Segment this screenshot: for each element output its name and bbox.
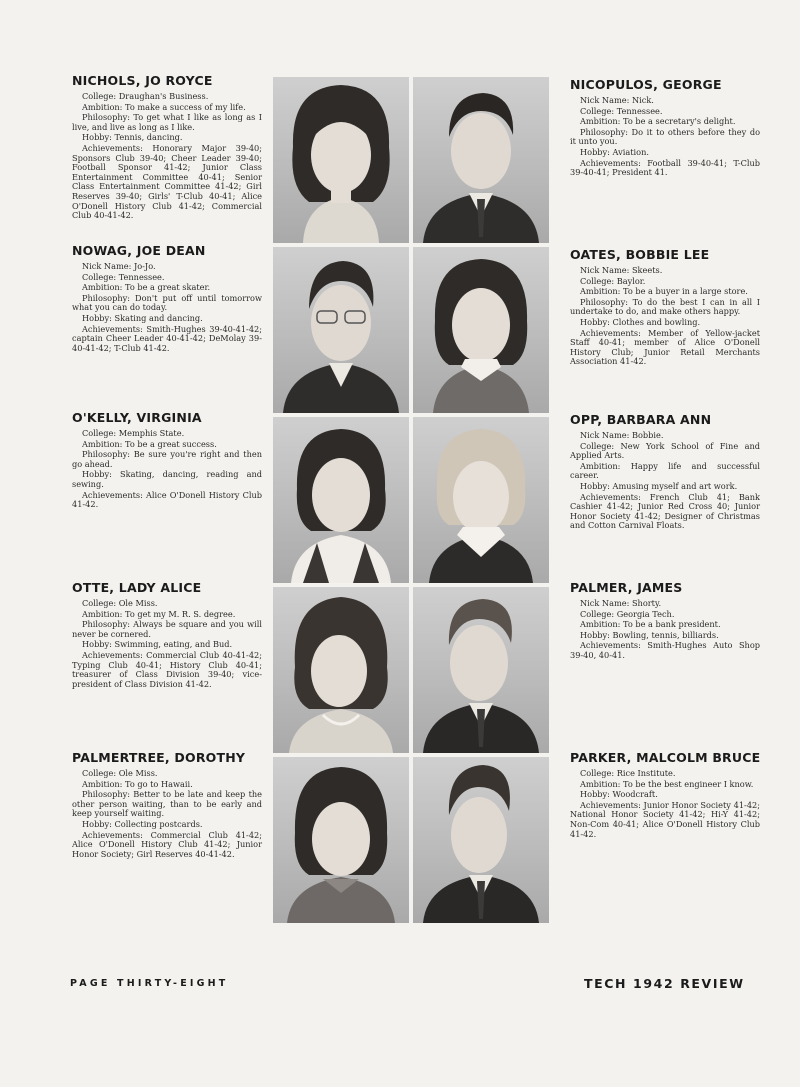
entry-line: College: Ole Miss. <box>82 768 158 778</box>
student-entry <box>570 412 760 532</box>
entry-line: Hobby: Clothes and bowling. <box>580 316 701 327</box>
entry-line: College: Draughan's Business. <box>82 91 209 101</box>
student-portrait <box>273 757 409 923</box>
entry-line: Hobby: Swimming, eating, and Bud. <box>82 639 233 650</box>
entry-line: College: Memphis State. <box>82 428 185 438</box>
entry-line: Ambition: To be a great success. <box>82 438 217 449</box>
entry-line: Nick Name: Nick. <box>580 95 654 105</box>
student-portrait <box>273 77 409 243</box>
entry-line: College: Tennessee. <box>580 105 663 116</box>
entry-line: Achievements: Alice O'Donell History Club 41-42. <box>72 489 262 510</box>
student-portrait <box>413 247 549 413</box>
portrait-grid <box>273 77 553 921</box>
entry-line: College: Tennessee. <box>82 271 165 282</box>
student-name: PARKER, MALCOLM BRUCE <box>570 750 761 765</box>
entry-line: Achievements: French Club 41; Bank Cashier 41-42; Junior Red Cross 40; Junior Honor Society 41-42; Designer of Christmas and Cotton Carnival Floats. <box>570 491 760 531</box>
entry-line: Philosophy: To get what I like as long as I live, and live as long as I like. <box>72 112 262 132</box>
entry-line: Philosophy: Be sure you're right and then go ahead. <box>72 449 262 469</box>
entry-line: Ambition: To be a secretary's delight. <box>580 116 736 127</box>
student-name: NICOPULOS, GEORGE <box>570 77 722 92</box>
entry-line: Achievements: Smith-Hughes 39-40-41-42; captain Cheer Leader 40-41-42; DeMolay 39-40-41-42; T-Club 41-42. <box>72 323 262 353</box>
student-name: OTTE, LADY ALICE <box>72 580 202 595</box>
publication-title: TECH 1942 REVIEW <box>584 976 745 991</box>
entry-line: Hobby: Skating and dancing. <box>82 312 203 323</box>
entry-line: Ambition: To be a buyer in a large store. <box>580 286 748 297</box>
student-entry <box>72 750 262 860</box>
student-entry <box>72 580 262 690</box>
entry-line: Hobby: Collecting postcards. <box>82 818 203 829</box>
entry-line: Ambition: To get my M. R. S. degree. <box>82 608 236 619</box>
entry-line: Hobby: Aviation. <box>580 146 649 157</box>
entry-line: Nick Name: Jo-Jo. <box>82 261 156 271</box>
student-portrait <box>413 77 549 243</box>
entry-line: College: New York School of Fine and Applied Arts. <box>570 440 760 461</box>
student-entry <box>570 247 760 368</box>
entry-line: Ambition: To go to Hawaii. <box>82 778 193 789</box>
entry-line: College: Baylor. <box>580 275 646 286</box>
student-entry <box>72 73 262 222</box>
entry-line: Hobby: Skating, dancing, reading and sewing. <box>72 469 262 489</box>
student-entry <box>570 77 760 179</box>
student-name: PALMERTREE, DOROTHY <box>72 750 246 765</box>
entry-line: Philosophy: To do the best I can in all I undertake to do, and make others happy. <box>570 296 760 317</box>
entry-line: Philosophy: Always be square and you will never be cornered. <box>72 619 262 639</box>
entry-line: Philosophy: Better to be late and keep the other person waiting, than to be early and keep yourself waiting. <box>72 789 262 819</box>
student-name: NOWAG, JOE DEAN <box>72 243 206 258</box>
entry-line: College: Ole Miss. <box>82 598 158 608</box>
entry-line: Nick Name: Shorty. <box>580 598 662 608</box>
entry-line: Hobby: Tennis, dancing. <box>82 132 183 143</box>
entry-line: College: Rice Institute. <box>580 768 676 778</box>
student-entry <box>570 580 760 662</box>
student-name: OATES, BOBBIE LEE <box>570 247 710 262</box>
entry-line: Hobby: Woodcraft. <box>580 789 658 800</box>
entry-line: Achievements: Junior Honor Society 41-42; National Honor Society 41-42; Hi-Y 41-42; Non-Com 40-41; Alice O'Donell History Club 41-42. <box>570 799 760 839</box>
entry-line: Ambition: To make a success of my life. <box>82 101 246 112</box>
entry-line: Ambition: To be a bank president. <box>580 619 721 630</box>
entry-line: Achievements: Commercial Club 41-42; Alice O'Donell History Club 41-42; Junior Honor Society; Girl Reserves 40-41-42. <box>72 829 262 859</box>
entry-line: Ambition: To be the best engineer I know. <box>580 778 754 789</box>
student-entry <box>570 750 760 840</box>
student-entry <box>72 410 262 511</box>
entry-line: Nick Name: Skeets. <box>580 265 663 275</box>
student-name: O'KELLY, VIRGINIA <box>72 410 202 425</box>
student-entry <box>72 243 262 354</box>
student-name: NICHOLS, JO ROYCE <box>72 73 213 88</box>
student-portrait <box>413 587 549 753</box>
entry-line: Achievements: Honorary Major 39-40; Sponsors Club 39-40; Cheer Leader 39-40; Football Sponsor 41-42; Junior Class Entertainment Committee 40-41; Senior Class Entertainment Committee 41-42; Girl Reserves 39-40; Girls' T-Club 40-41; Alice O'Donell History Club 41-42; Commercial Club 40-41-42. <box>72 142 262 221</box>
student-name: OPP, BARBARA ANN <box>570 412 712 427</box>
entry-line: Achievements: Commercial Club 40-41-42; Typing Club 40-41; History Club 40-41; treasurer of Class Division 39-40; vice-president of Class Division 41-42. <box>72 649 262 689</box>
student-name: PALMER, JAMES <box>570 580 683 595</box>
entry-line: Ambition: To be a great skater. <box>82 282 211 293</box>
student-portrait <box>413 757 549 923</box>
student-portrait <box>273 247 409 413</box>
entry-line: Achievements: Smith-Hughes Auto Shop 39-40, 40-41. <box>570 640 760 660</box>
entry-line: Philosophy: Don't put off until tomorrow what you can do today. <box>72 292 262 313</box>
student-portrait <box>413 417 549 583</box>
page-number: PAGE THIRTY-EIGHT <box>70 978 229 989</box>
entry-line: Achievements: Football 39-40-41; T-Club 39-40-41; President 41. <box>570 157 760 178</box>
entry-line: Nick Name: Bobbie. <box>580 430 664 440</box>
entry-line: Hobby: Amusing myself and art work. <box>580 480 738 491</box>
entry-line: Ambition: Happy life and successful career. <box>570 460 760 481</box>
entry-line: Achievements: Member of Yellow-jacket Staff 40-41; member of Alice O'Donell History Club; Junior Retail Merchants Association 41-42. <box>570 327 760 367</box>
entry-line: Hobby: Bowling, tennis, billiards. <box>580 629 719 640</box>
entry-line: College: Georgia Tech. <box>580 608 675 619</box>
student-portrait <box>273 417 409 583</box>
entry-line: Philosophy: Do it to others before they do it unto you. <box>570 126 760 147</box>
student-portrait <box>273 587 409 753</box>
